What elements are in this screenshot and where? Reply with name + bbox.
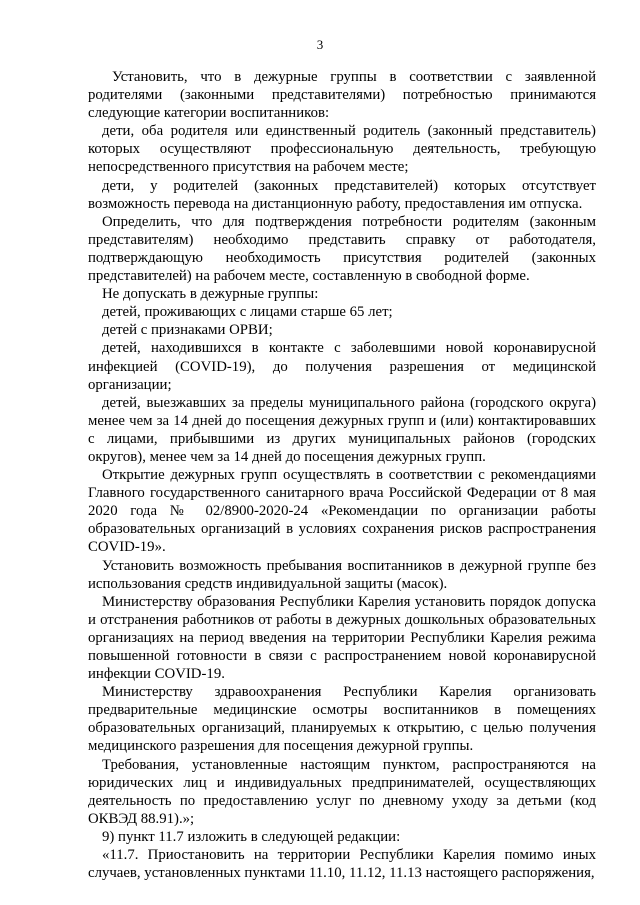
- paragraph: Открытие дежурных групп осуществлять в соответствии с рекомендациями Главного государственного санитарного врача Российской Федерации от 8 мая 2020 года № 02/8900-2020-24 «Рекомендации по организации работы образовательных организаций в условиях сохранения рисков распространения COVID-19».: [88, 467, 596, 556]
- paragraph: Установить, что в дежурные группы в соответствии с заявленной родителями (законными представителями) потребностью принимаются следующие категории воспитанников:: [88, 69, 596, 122]
- paragraph: детей с признаками ОРВИ;: [102, 322, 273, 339]
- paragraph: Требования, установленные настоящим пунктом, распространяются на юридических лиц и индивидуальных предпринимателей, осуществляющих деятельность по предоставлению услуг по дневному уходу за детьми (код ОКВЭД 88.91).»;: [88, 756, 596, 827]
- page-number: 3: [316, 37, 324, 52]
- paragraph: Не допускать в дежурные группы:: [102, 286, 319, 303]
- paragraph: дети, оба родителя или единственный родитель (законный представитель) которых осуществляют профессиональную деятельность, требующую непосредственного присутствия на рабочем месте;: [88, 123, 596, 176]
- document-body: [88, 68, 596, 882]
- paragraph: Установить возможность пребывания воспитанников в дежурной группе без использования средств индивидуальной защиты (масок).: [88, 557, 596, 592]
- paragraph: 9) пункт 11.7 изложить в следующей редакции:: [102, 828, 401, 845]
- paragraph: Министерству здравоохранения Республики Карелия организовать предварительные медицинские осмотры воспитанников в помещениях образовательных организаций, планируемых к открытию, с целью получения медицинского разрешения для посещения дежурной группы.: [88, 684, 596, 755]
- paragraph: Определить, что для подтверждения потребности родителям (законным представителям) необходимо представить справку от работодателя, подтверждающую необходимость присутствия родителей (законных представителей) на рабочем месте, составленную в свободной форме.: [88, 213, 596, 285]
- paragraph: детей, находившихся в контакте с заболевшими новой коронавирусной инфекцией (COVID-19), до получения разрешения от медицинской организации;: [88, 340, 596, 393]
- paragraph: дети, у родителей (законных представителей) которых отсутствует возможность перевода на дистанционную работу, предоставления им отпуска.: [88, 177, 596, 212]
- paragraph: детей, проживающих с лицами старше 65 лет;: [102, 304, 393, 321]
- paragraph: «11.7. Приостановить на территории Республики Карелия помимо иных случаев, установленных пунктами 11.10, 11.12, 11.13 настоящего распоряжения,: [88, 847, 596, 882]
- paragraph: Министерству образования Республики Карелия установить порядок допуска и отстранения работников от работы в дежурных дошкольных образовательных организациях на период введения на территории Республики Карелия режима повышенной готовности в связи с распространением новой коронавирусной инфекции COVID-19.: [88, 593, 596, 683]
- paragraph: детей, выезжавших за пределы муниципального района (городского округа) менее чем за 14 дней до посещения дежурных групп и (или) контактировавших с лицами, прибывшими из других муниципальных районов (городских округов), менее чем за 14 дней до посещения дежурных групп.: [88, 394, 596, 465]
